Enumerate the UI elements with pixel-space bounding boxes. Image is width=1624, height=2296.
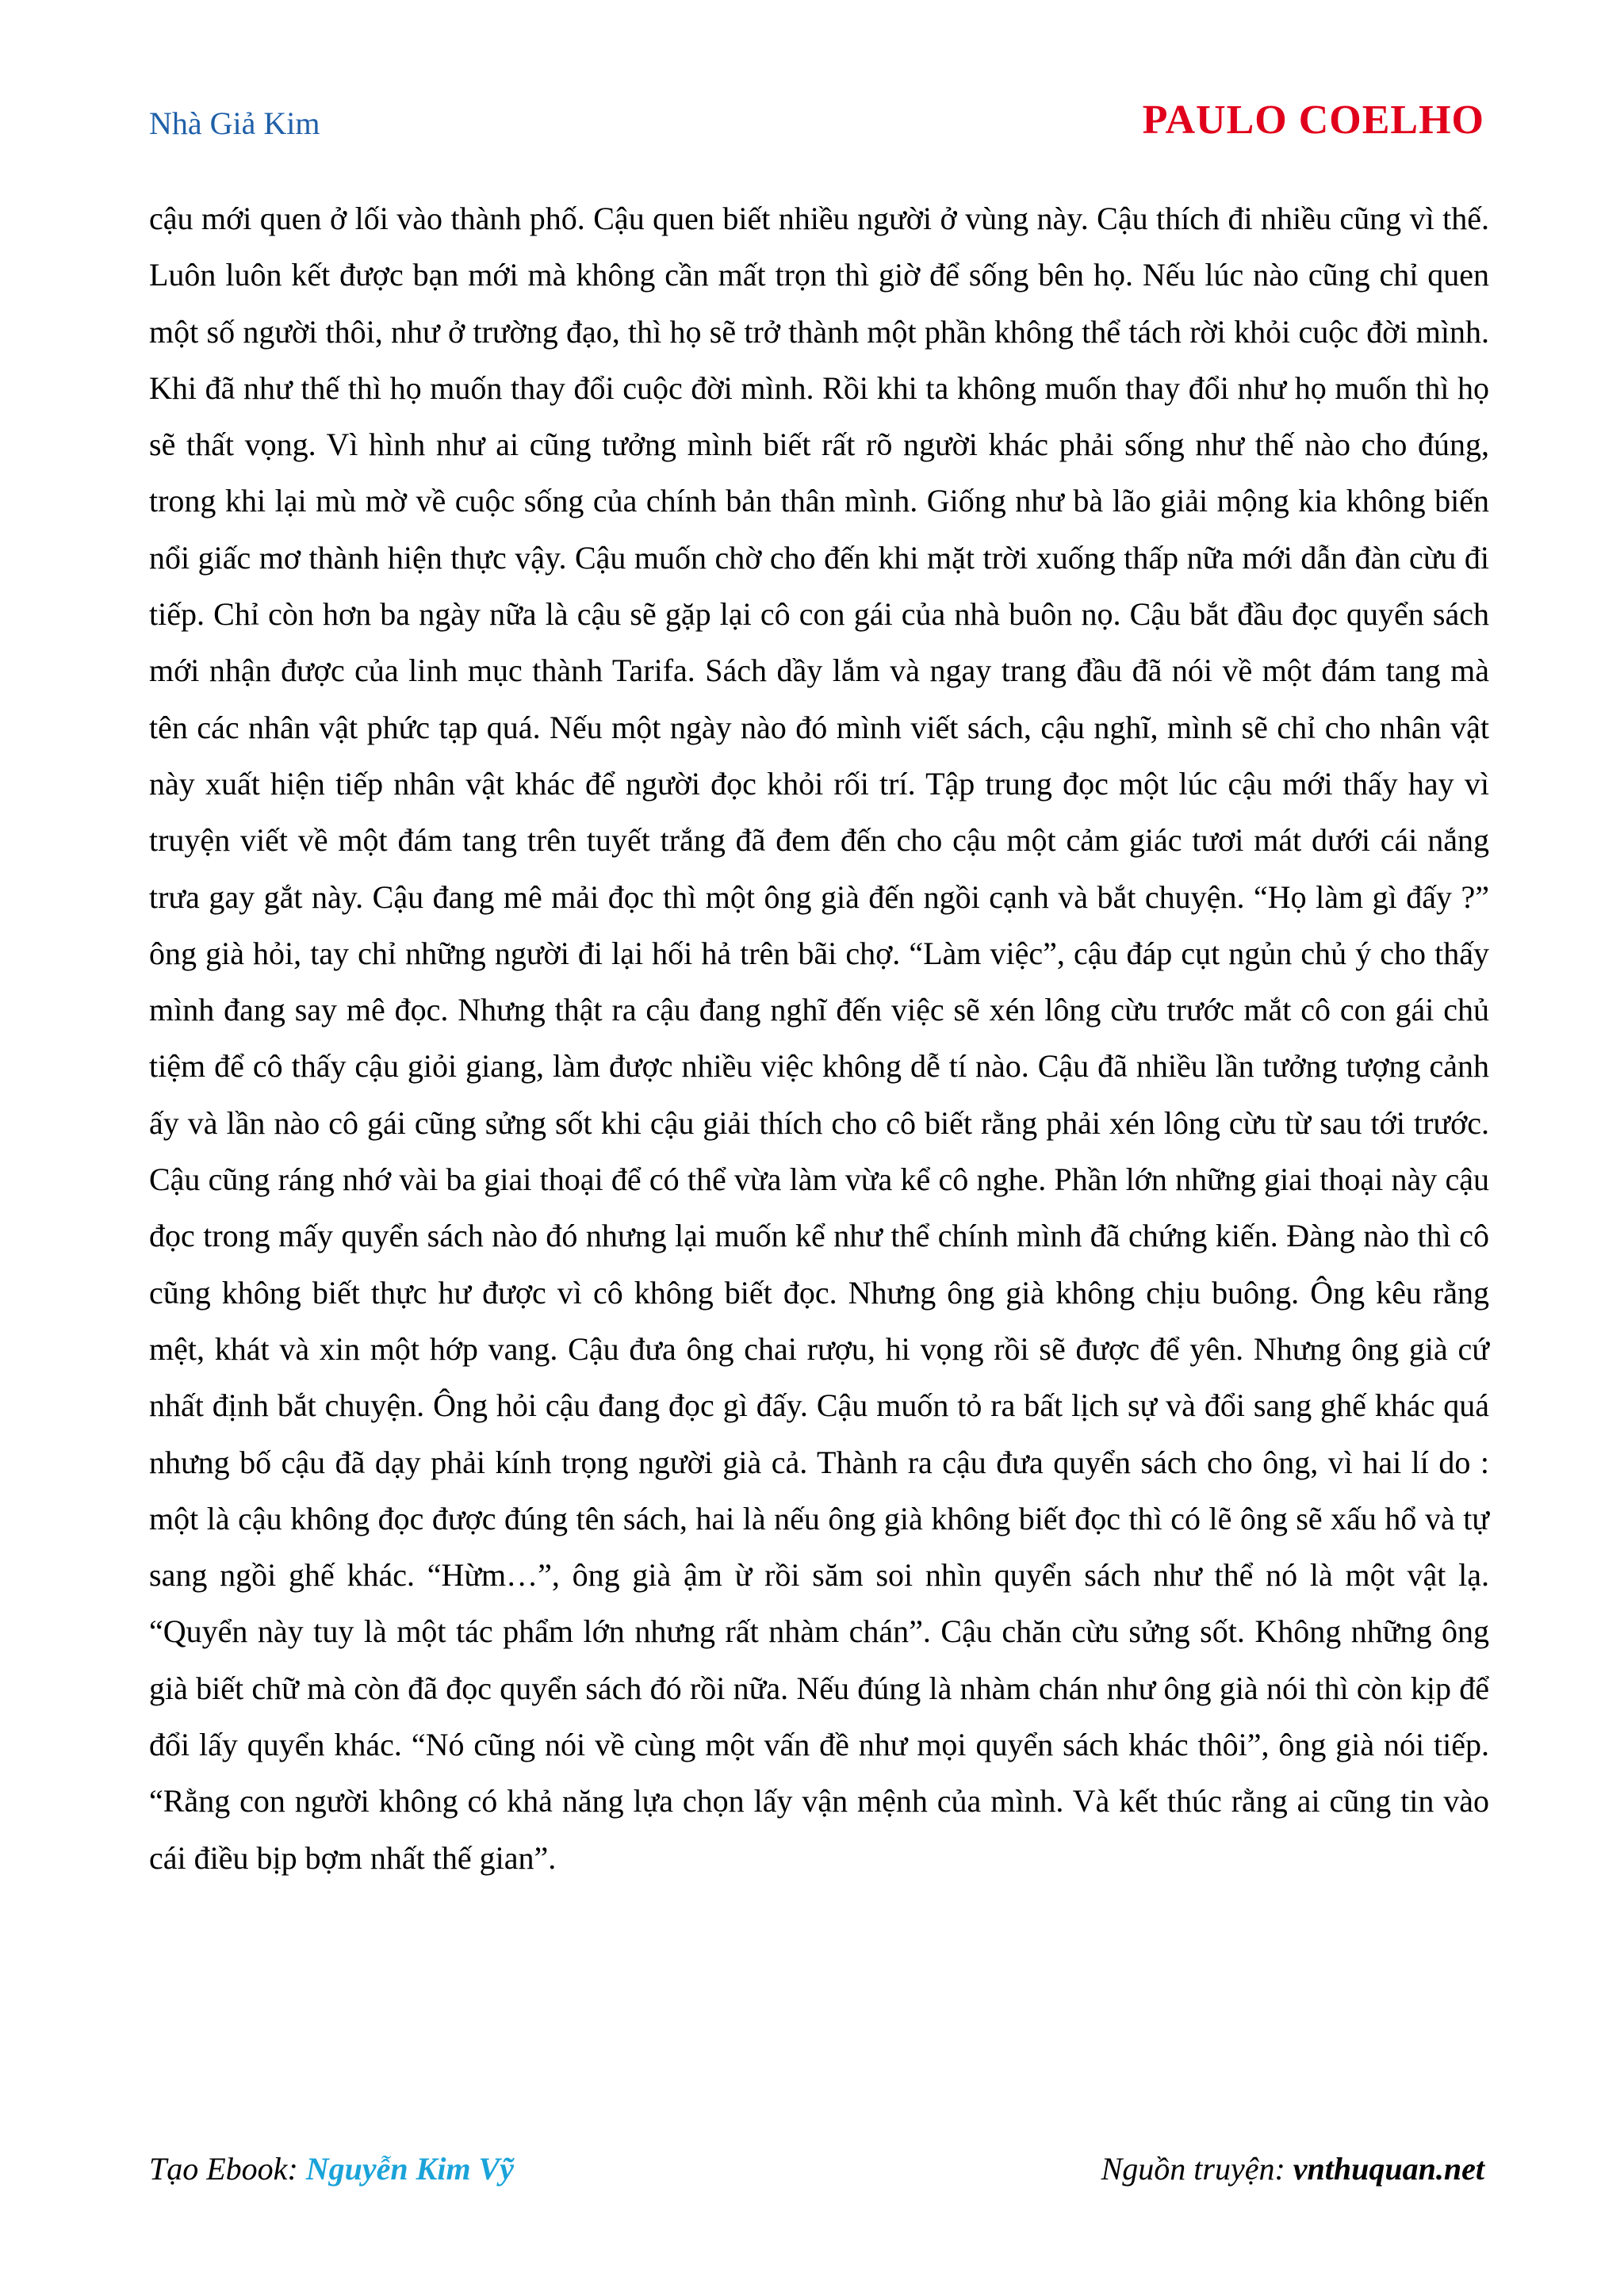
footer-credit xyxy=(149,2150,514,2187)
footer-source xyxy=(1101,2150,1484,2187)
footer-credit-separator: : xyxy=(287,2151,306,2187)
footer-source-label: Nguồn truyện xyxy=(1101,2151,1275,2187)
footer-source-site: vnthuquan.net xyxy=(1293,2151,1484,2187)
header-author: PAULO COELHO xyxy=(1142,98,1484,143)
page-footer xyxy=(149,2150,1484,2198)
footer-source-separator: : xyxy=(1274,2151,1293,2187)
body-paragraph: cậu mới quen ở lối vào thành phố. Cậu quen biết nhiều người ở vùng này. Cậu thích đi nhiều cũng vì thế. Luôn luôn kết được bạn mới mà không cần mất trọn thì giờ để sống bên họ. Nếu lúc nào cũng chỉ quen một số người thôi, như ở trường đạo, thì họ sẽ trở thành một phần không thể tách rời khỏi cuộc đời mình. Khi đã như thế thì họ muốn thay đổi cuộc đời mình. Rồi khi ta không muốn thay đổi như họ muốn thì họ sẽ thất vọng. Vì hình như ai cũng tưởng mình biết rất rõ người khác phải sống như thế nào cho đúng, trong khi lại mù mờ về cuộc sống của chính bản thân mình. Giống như bà lão giải mộng kia không biến nổi giấc mơ thành hiện thực vậy. Cậu muốn chờ cho đến khi mặt trời xuống thấp nữa mới dẫn đàn cừu đi tiếp. Chỉ còn hơn ba ngày nữa là cậu sẽ gặp lại cô con gái của nhà buôn nọ. Cậu bắt đầu đọc quyển sách mới nhận được của linh mục thành Tarifa. Sách dầy lắm và ngay trang đầu đã nói về một đám tang mà tên các nhân vật phức tạp quá. Nếu một ngày nào đó mình viết sách, cậu nghĩ, mình sẽ chỉ cho nhân vật này xuất hiện tiếp nhân vật khác để người đọc khỏi rối trí. Tập trung đọc một lúc cậu mới thấy hay vì truyện viết về một đám tang trên tuyết trắng đã đem đến cho cậu một cảm giác tươi mát dưới cái nắng trưa gay gắt này. Cậu đang mê mải đọc thì một ông già đến ngồi cạnh và bắt chuyện. “Họ làm gì đấy ?” ông già hỏi, tay chỉ những người đi lại hối hả trên bãi chợ. “Làm việc”, cậu đáp cụt ngủn chủ ý cho thấy mình đang say mê đọc. Nhưng thật ra cậu đang nghĩ đến việc sẽ xén lông cừu trước mắt cô con gái chủ tiệm để cô thấy cậu giỏi giang, làm được nhiều việc không dễ tí nào. Cậu đã nhiều lần tưởng tượng cảnh ấy và lần nào cô gái cũng sửng sốt khi cậu giải thích cho cô biết rằng phải xén lông cừu từ sau tới trước. Cậu cũng ráng nhớ vài ba giai thoại để có thể vừa làm vừa kể cô nghe. Phần lớn những giai thoại này cậu đọc trong mấy quyển sách nào đó nhưng lại muốn kể như thể chính mình đã chứng kiến. Đàng nào thì cô cũng không biết thực hư được vì cô không biết đọc. Nhưng ông già không chịu buông. Ông kêu rằng mệt, khát và xin một hớp vang. Cậu đưa ông chai rượu, hi vọng rồi sẽ được để yên. Nhưng ông già cứ nhất định bắt chuyện. Ông hỏi cậu đang đọc gì đấy. Cậu muốn tỏ ra bất lịch sự và đổi sang ghế khác quá nhưng bố cậu đã dạy phải kính trọng người già cả. Thành ra cậu đưa quyển sách cho ông, vì hai lí do : một là cậu không đọc được đúng tên sách, hai là nếu ông già không biết đọc thì có lẽ ông sẽ xấu hổ và tự sang ngồi ghế khác. “Hừm…”, ông già ậm ừ rồi săm soi nhìn quyển sách như thể nó là một vật lạ. “Quyển này tuy là một tác phẩm lớn nhưng rất nhàm chán”. Cậu chăn cừu sửng sốt. Không những ông già biết chữ mà còn đã đọc quyển sách đó rồi nữa. Nếu đúng là nhàm chán như ông già nói thì còn kịp để đổi lấy quyển khác. “Nó cũng nói về cùng một vấn đề như mọi quyển sách khác thôi”, ông già nói tiếp. “Rằng con người không có khả năng lựa chọn lấy vận mệnh của mình. Và kết thúc rằng ai cũng tin vào cái điều bịp bợm nhất thế gian”. xyxy=(149,201,1489,1876)
header-book-title: Nhà Giả Kim xyxy=(149,105,320,141)
footer-credit-name: Nguyễn Kim Vỹ xyxy=(305,2151,514,2187)
page-header xyxy=(149,97,1484,160)
footer-credit-label: Tạo Ebook xyxy=(149,2151,288,2187)
